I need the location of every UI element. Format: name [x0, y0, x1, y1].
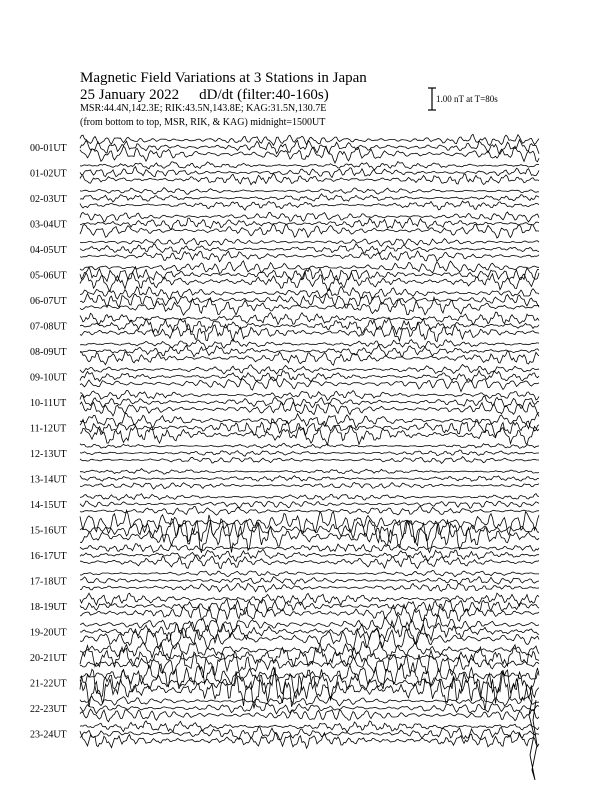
trace-23-24UT-RIK: [80, 727, 539, 740]
trace-04-05UT-KAG: [80, 238, 539, 246]
trace-14-15UT-MSR: [80, 506, 539, 515]
trace-12-13UT-MSR: [80, 457, 539, 464]
hour-label-08-09UT: 08-09UT: [30, 347, 67, 358]
trace-07-08UT-KAG: [80, 312, 539, 325]
trace-23-24UT-KAG: [80, 721, 539, 732]
trace-11-12UT-MSR: [80, 426, 539, 445]
hour-label-01-02UT: 01-02UT: [30, 168, 67, 180]
hour-label-00-01UT: 00-01UT: [30, 143, 67, 154]
hour-label-07-08UT: 07-08UT: [30, 321, 67, 333]
hour-label-04-05UT: 04-05UT: [30, 245, 67, 256]
trace-22-23UT-RIK: [80, 702, 539, 714]
quantity-text: dD/dt (filter:40-160s): [199, 87, 329, 103]
trace-13-14UT-RIK: [80, 475, 539, 481]
trace-16-17UT-KAG: [80, 544, 539, 553]
chart-title: Magnetic Field Variations at 3 Stations in Japan: [80, 70, 367, 86]
trace-02-03UT-KAG: [80, 188, 539, 195]
trace-09-10UT-KAG: [80, 365, 539, 374]
trace-20-21UT-KAG: [80, 642, 539, 660]
hour-label-21-22UT: 21-22UT: [30, 678, 67, 690]
station-order-note: (from bottom to top, MSR, RIK, & KAG) midnight=1500UT: [80, 117, 326, 128]
trace-18-19UT-KAG: [80, 593, 539, 606]
trace-12-13UT-KAG: [80, 443, 539, 448]
trace-00-01UT-RIK: [80, 140, 539, 155]
hour-label-05-06UT: 05-06UT: [30, 270, 67, 282]
hour-label-11-12UT: 11-12UT: [30, 423, 67, 435]
hour-label-06-07UT: 06-07UT: [30, 296, 67, 307]
trace-03-04UT-KAG: [80, 212, 539, 222]
trace-05-06UT-KAG: [80, 261, 539, 274]
trace-22-23UT-MSR: [80, 709, 539, 722]
trace-16-17UT-RIK: [80, 549, 539, 561]
hour-label-19-20UT: 19-20UT: [30, 627, 67, 639]
trace-13-14UT-KAG: [80, 469, 539, 475]
date-text: 25 January 2022: [80, 87, 180, 103]
trace-10-11UT-KAG: [80, 390, 539, 400]
hour-label-03-04UT: 03-04UT: [30, 219, 67, 231]
trace-12-13UT-RIK: [80, 450, 539, 456]
hour-label-02-03UT: 02-03UT: [30, 194, 67, 205]
hour-label-16-17UT: 16-17UT: [30, 551, 67, 562]
hour-label-10-11UT: 10-11UT: [30, 398, 67, 409]
trace-08-09UT-RIK: [80, 345, 539, 357]
trace-17-18UT-KAG: [80, 570, 539, 577]
trace-02-03UT-MSR: [80, 201, 539, 210]
station-coordinates: MSR:44.4N,142.3E; RIK:43.5N,143.8E; KAG:31.5N,130.7E: [80, 103, 327, 114]
hour-label-13-14UT: 13-14UT: [30, 474, 67, 486]
scale-bar-label: 1.00 nT at T=80s: [436, 94, 498, 104]
trace-03-04UT-MSR: [80, 224, 539, 238]
trace-00-01UT-KAG: [80, 134, 539, 145]
hour-label-12-13UT: 12-13UT: [30, 449, 67, 460]
trace-08-09UT-KAG: [80, 339, 539, 348]
trace-22-23UT-KAG: [80, 696, 539, 706]
trace-03-04UT-RIK: [80, 218, 539, 230]
trace-04-05UT-RIK: [80, 244, 539, 254]
trace-21-22UT-KAG: [80, 663, 539, 690]
trace-00-01UT-MSR: [80, 146, 539, 163]
trace-15-16UT-MSR: [80, 521, 539, 553]
trace-15-16UT-RIK: [80, 515, 539, 543]
trace-17-18UT-RIK: [80, 577, 539, 585]
hour-label-09-10UT: 09-10UT: [30, 372, 67, 384]
hour-label-17-18UT: 17-18UT: [30, 576, 67, 588]
hour-label-20-21UT: 20-21UT: [30, 653, 67, 664]
trace-14-15UT-KAG: [80, 494, 539, 500]
trace-01-02UT-RIK: [80, 167, 539, 178]
hour-label-18-19UT: 18-19UT: [30, 602, 67, 613]
trace-16-17UT-MSR: [80, 555, 539, 568]
trace-20-21UT-MSR: [80, 651, 539, 679]
trace-02-03UT-RIK: [80, 194, 539, 202]
trace-20-21UT-RIK: [80, 643, 539, 667]
hour-label-22-23UT: 22-23UT: [30, 704, 67, 715]
trace-13-14UT-MSR: [80, 483, 539, 490]
hour-label-15-16UT: 15-16UT: [30, 525, 67, 537]
trace-01-02UT-KAG: [80, 162, 539, 170]
scale-bar: [428, 88, 436, 110]
trace-04-05UT-MSR: [80, 251, 539, 262]
trace-17-18UT-MSR: [80, 583, 539, 592]
trace-06-07UT-MSR: [80, 297, 539, 315]
hour-label-23-24UT: 23-24UT: [30, 729, 67, 741]
hour-label-14-15UT: 14-15UT: [30, 500, 67, 511]
trace-14-15UT-RIK: [80, 501, 539, 508]
